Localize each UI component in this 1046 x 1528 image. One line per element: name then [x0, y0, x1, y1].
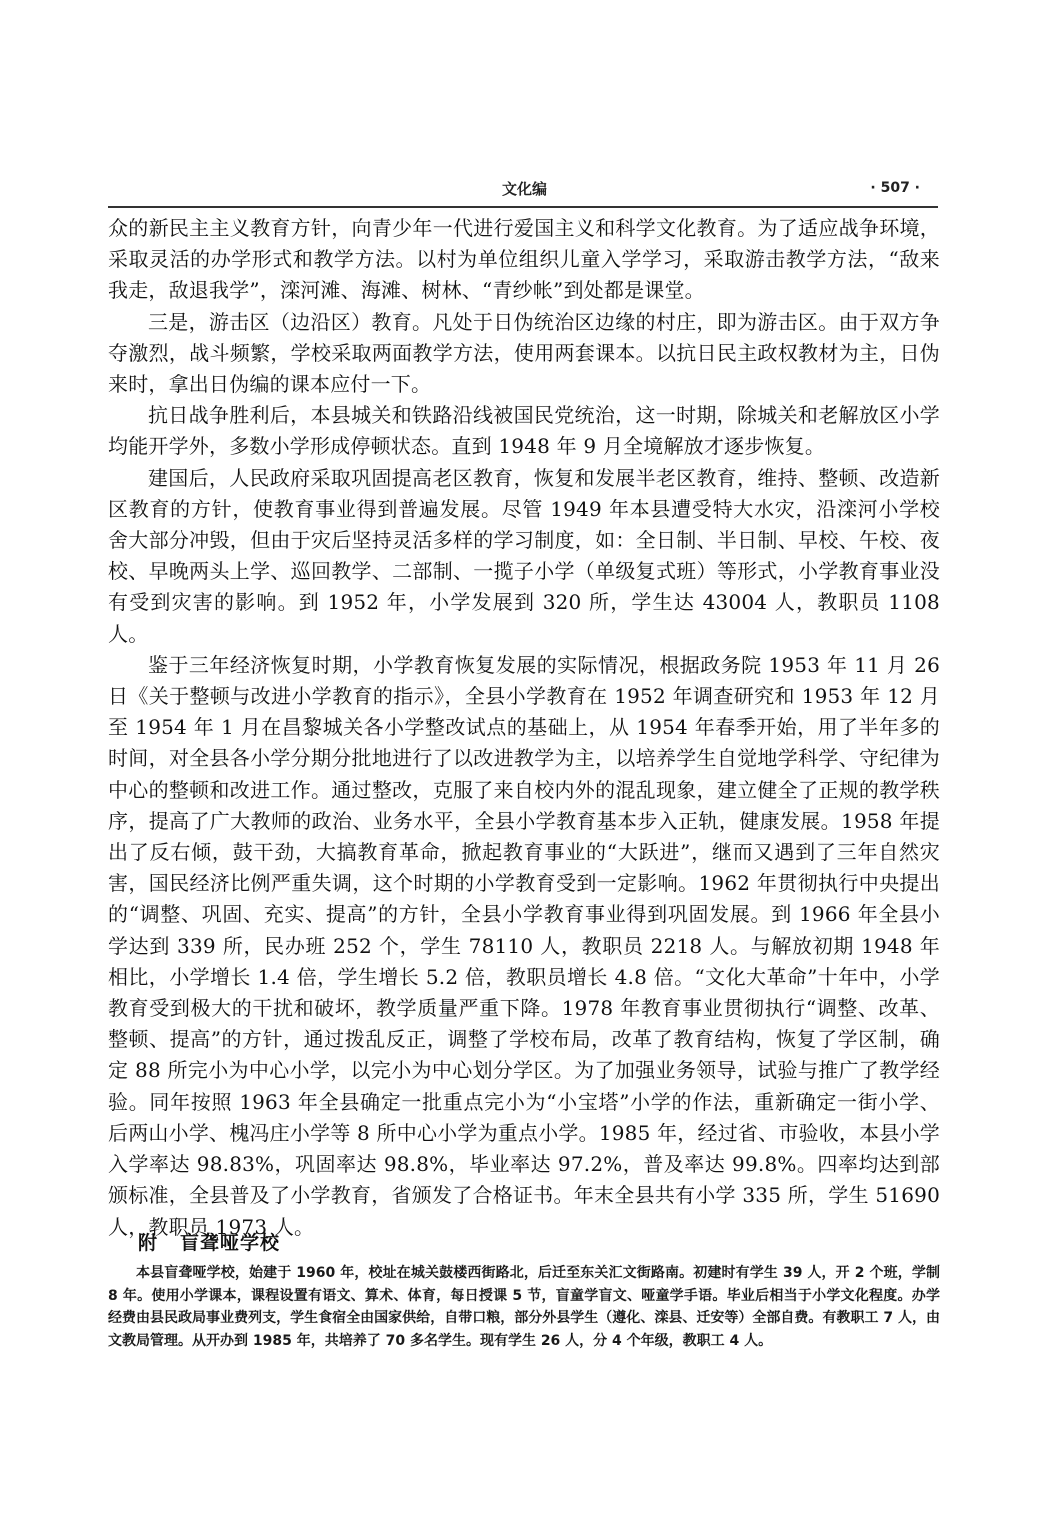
appendix-label: 附 — [138, 1232, 159, 1254]
page-number: · 507 · — [870, 180, 920, 196]
paragraph-founding: 建国后，人民政府采取巩固提高老区教育，恢复和发展半老区教育，维持、整顿、改造新区教育的方针，使教育事业得到普遍发展。尽管 1949 年本县遭受特大水灾，沿滦河小学校舍大部分冲毁，但由于灾后坚持灵活多样的学习制度，如：全日制、半日制、早校、午校、夜校、早晚两头上学、巡回教学、二部制、一揽子小学（单级复式班）等形式，小学教育事业没有受到灾害的影响。到 1952 年，小学发展到 320 所，学生达 43004 人，教职员 1108 人。 — [108, 465, 940, 646]
header-rule — [108, 206, 938, 208]
appendix-text: 本县盲聋哑学校，始建于 1960 年，校址在城关鼓楼西街路北，后迁至东关汇文街路南。初建时有学生 39 人，开 2 个班，学制 8 年。使用小学课本，课程设置有语文、算术、体育，每日授课 5 节，盲童学盲文、哑童学手语。毕业后相当于小学文化程度。办学经费由县民政局事业费列支，学生食宿全由国家供给，自带口粮，部分外县学生（遵化、滦县、迁安等）全部自费。有教职工 7 人，由文教局管理。从开办到 1985 年，共培养了 70 多名学生。现有学生 26 人，分 4 个年级，教职工 4 人。 — [108, 1265, 940, 1349]
paragraph-continued: 众的新民主主义教育方针，向青少年一代进行爱国主义和科学文化教育。为了适应战争环境，采取灵活的办学形式和教学方法。以村为单位组织儿童入学学习，采取游击教学方法，“敌来我走，敌退我学”，滦河滩、海滩、树林、“青纱帐”到处都是课堂。 — [108, 216, 940, 303]
paragraph-guerrilla-zone: 三是，游击区（边沿区）教育。凡处于日伪统治区边缘的村庄，即为游击区。由于双方争夺激烈，战斗频繁，学校采取两面教学方法，使用两套课本。以抗日民主政权教材为主，日伪来时，拿出日伪编的课本应付一下。 — [108, 309, 940, 397]
appendix-heading — [138, 1228, 280, 1255]
paragraph-reform: 鉴于三年经济恢复时期，小学教育恢复发展的实际情况，根据政务院 1953 年 11 月 26 日《关于整顿与改进小学教育的指示》，全县小学教育在 1952 年调查研究和 1953 年 12 月至 1954 年 1 月在昌黎城关各小学整改试点的基础上，从 1954 年春季开始，用了半年多的时间，对全县各小学分期分批地进行了以改进教学为主，以培养学生自觉地学科学、守纪律为中心的整顿和改进工作。通过整改，克服了来自校内外的混乱现象，建立健全了正规的教学秩序，提高了广大教师的政治、业务水平，全县小学教育基本步入正轨，健康发展。1958 年提出了反右倾，鼓干劲，大搞教育革命，掀起教育事业的“大跃进”，继而又遇到了三年自然灾害，国民经济比例严重失调，这个时期的小学教育受到一定影响。1962 年贯彻执行中央提出的“调整、巩固、充实、提高”的方针，全县小学教育事业得到巩固发展。到 1966 年全县小学达到 339 所，民办班 252 个，学生 78110 人，教职员 2218 人。与解放初期 1948 年相比，小学增长 1.4 倍，学生增长 5.2 倍，教职员增长 4.8 倍。“文化大革命”十年中，小学教育受到极大的干扰和破坏，教学质量严重下降。1978 年教育事业贯彻执行“调整、改革、整顿、提高”的方针，通过拨乱反正，调整了学校布局，改革了教育结构，恢复了学区制，确定 88 所完小为中心小学，以完小为中心划分学区。为了加强业务领导，试验与推广了教学经验。同年按照 1963 年全县确定一批重点完小为“小宝塔”小学的作法，重新确定一街小学、后两山小学、槐冯庄小学等 8 所中心小学为重点小学。1985 年，经过省、市验收，本县小学入学率达 98.83%，巩固率达 98.8%，毕业率达 97.2%，普及率达 99.8%。四率均达到部颁标准，全县普及了小学教育，省颁发了合格证书。年末全县共有小学 335 所，学生 51690 人，教职员 1973 人。 — [108, 652, 940, 1239]
appendix-title: 盲聋哑学校 — [180, 1232, 281, 1254]
paragraph-post-war: 抗日战争胜利后，本县城关和铁路沿线被国民党统治，这一时期，除城关和老解放区小学均能开学外，多数小学形成停顿状态。直到 1948 年 9 月全境解放才逐步恢复。 — [108, 403, 940, 459]
body-text — [108, 213, 940, 1243]
header-title: 文化编 — [502, 180, 548, 198]
running-header — [108, 172, 938, 208]
